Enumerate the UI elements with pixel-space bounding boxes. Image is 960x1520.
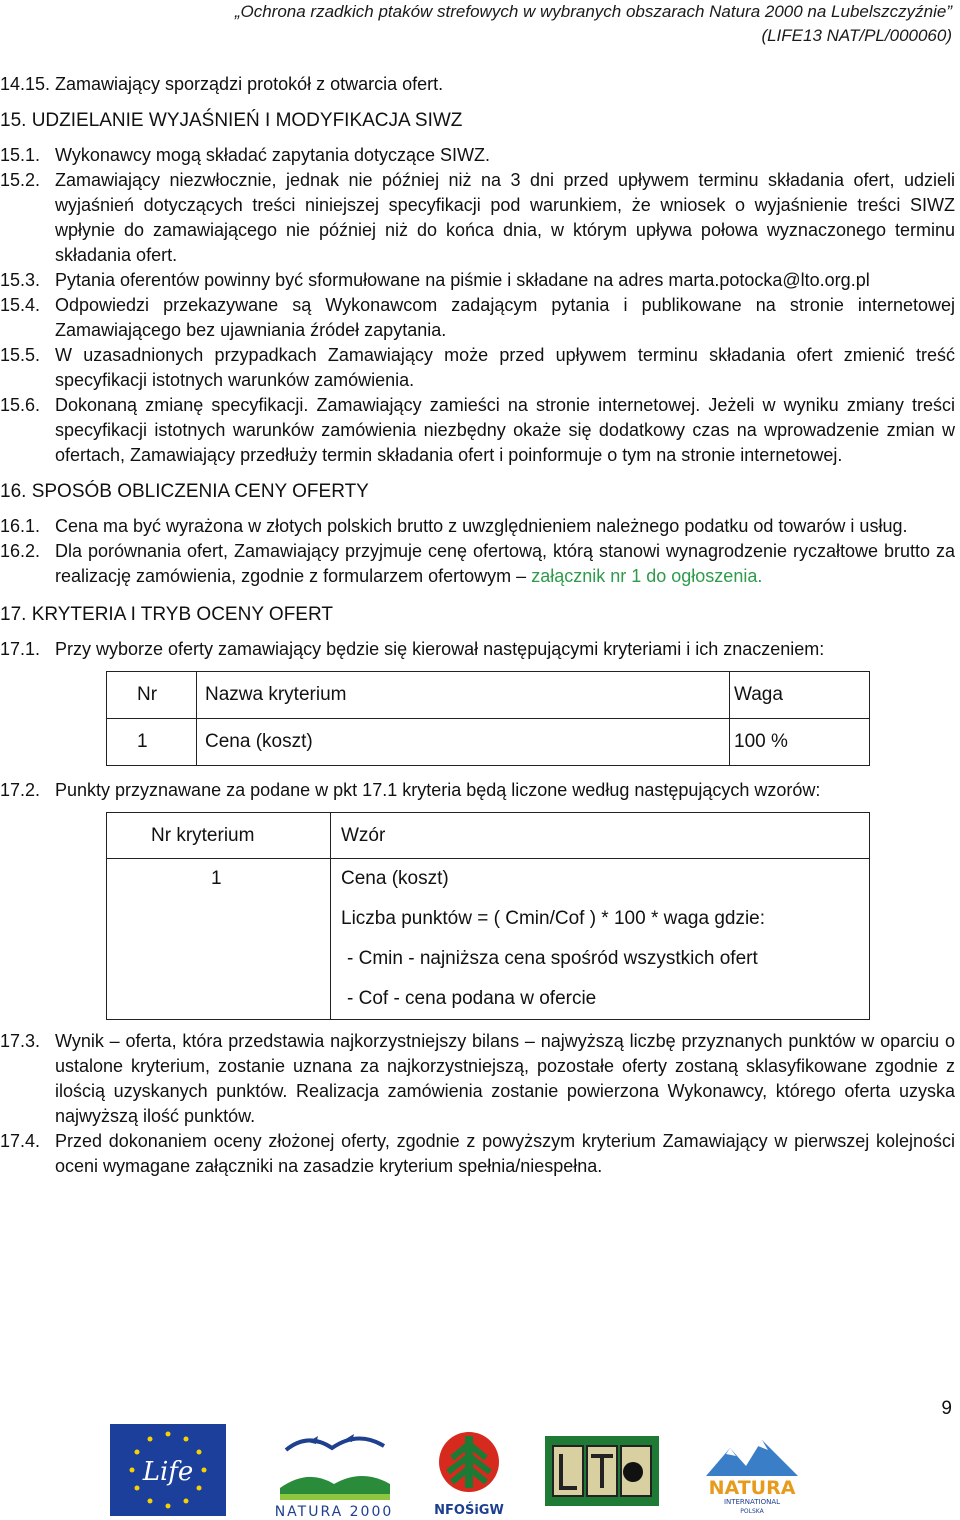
- table-header-row: [107, 672, 870, 719]
- paragraph-text: Wykonawcy mogą składać zapytania dotyczące SIWZ.: [55, 145, 491, 165]
- paragraph-number: 17.1.: [0, 639, 41, 659]
- paragraph-number: 15.4.: [0, 295, 41, 315]
- paragraph-number: 17.4.: [0, 1131, 41, 1151]
- section-17-heading: 17. KRYTERIA I TRYB OCENY OFERT: [0, 604, 333, 625]
- svg-text:POLSKA: POLSKA: [740, 1508, 764, 1515]
- paragraph-text: Przy wyborze oferty zamawiający będzie się kierował następującymi kryteriami i ich znaczeniem:: [55, 639, 825, 659]
- paragraph-16-1: [0, 514, 955, 539]
- section-15-heading: 15. UDZIELANIE WYJAŚNIEŃ I MODYFIKACJA SIWZ: [0, 110, 463, 131]
- footer-logos: [0, 1422, 960, 1520]
- table-header-formula: Wzór: [331, 813, 870, 859]
- paragraph-number: 15.5.: [0, 345, 41, 365]
- paragraph-15-1: [0, 143, 955, 168]
- running-header: [235, 0, 952, 48]
- paragraph-number: 15.1.: [0, 145, 41, 165]
- table-header-weight: Waga: [730, 672, 870, 719]
- svg-text:INTERNATIONAL: INTERNATIONAL: [723, 1498, 781, 1506]
- formula-definition-cof: - Cof - cena podana w ofercie: [347, 988, 597, 1009]
- svg-text:NFOŚiGW: NFOŚiGW: [434, 1503, 504, 1518]
- paragraph-text: [55, 539, 955, 589]
- natura-2000-logo: [268, 1422, 400, 1518]
- table-header-nr: Nr: [107, 672, 197, 719]
- paragraph-text: Pytania oferentów powinny być sformułowane na piśmie i składane na adres marta.potocka@lto.org.pl: [55, 270, 870, 290]
- paragraph-15-5: [0, 343, 955, 393]
- paragraph-text: Zamawiający sporządzi protokół z otwarcia ofert.: [55, 74, 444, 94]
- header-project-title: „Ochrona rzadkich ptaków strefowych w wybranych obszarach Natura 2000 na Lubelszczyźnie”: [234, 2, 952, 21]
- lto-logo: [545, 1436, 659, 1506]
- formula-table: [106, 812, 870, 1020]
- paragraph-15-3: [0, 268, 955, 293]
- table-cell-nr: 1: [211, 868, 222, 889]
- paragraph-16-2: [0, 539, 955, 589]
- paragraph-15-2: [0, 168, 955, 268]
- paragraph-text: Cena ma być wyrażona w złotych polskich brutto z uwzględnieniem należnego podatku od towarów i usług.: [55, 516, 908, 536]
- table-cell-nr: 1: [107, 719, 197, 766]
- section-16-heading: 16. SPOSÓB OBLICZENIA CENY OFERTY: [0, 481, 369, 502]
- paragraph-17-4: [0, 1129, 955, 1179]
- paragraph-body: Dla porównania ofert, Zamawiający przyjmuje cenę ofertową, którą stanowi wynagrodzenie ryczałtowe brutto za realizację zamówienia, zgodnie z formularzem ofertowym –: [55, 541, 955, 586]
- table-header-row: [107, 813, 870, 859]
- paragraph-text: Punkty przyznawane za podane w pkt 17.1 kryteria będą liczone według następujących wzorów:: [55, 780, 821, 800]
- page-number: 9: [941, 1398, 952, 1419]
- paragraph-text: Zamawiający niezwłocznie, jednak nie później niż na 3 dni przed upływem terminu składania ofert, udzieli wyjaśnień dotyczących treści niniejszej specyfikacji pod warunkiem, że wniosek o wyjaśnienie treści SIWZ wpłynie do zamawiającego nie później niż do końca dnia, w którym upływa połowa wyznaczonego terminu składania ofert.: [55, 170, 955, 265]
- table-header-name: Nazwa kryterium: [197, 672, 730, 719]
- paragraph-number: 14.15.: [0, 74, 51, 94]
- svg-text:NATURA: NATURA: [708, 1477, 796, 1499]
- formula-definition-cmin: - Cmin - najniższa cena spośród wszystkich ofert: [347, 948, 758, 969]
- paragraph-number: 16.2.: [0, 541, 41, 561]
- paragraph-17-1: [0, 637, 955, 662]
- paragraph-text: Przed dokonaniem oceny złożonej oferty, zgodnie z powyższym kryterium Zamawiający w pierwszej kolejności oceni wymagane załączniki na zasadzie kryterium spełnia/niespełna.: [55, 1131, 955, 1176]
- paragraph-17-3: [0, 1029, 955, 1129]
- header-project-code: (LIFE13 NAT/PL/000060): [761, 26, 952, 45]
- criterion-name: Cena (koszt): [341, 868, 449, 889]
- svg-text:Life: Life: [142, 1457, 194, 1487]
- paragraph-15-4: [0, 293, 955, 343]
- formula-text: Liczba punktów = ( Cmin/Cof ) * 100 * waga gdzie:: [341, 908, 766, 929]
- natura-international-logo: [700, 1426, 804, 1516]
- table-header-nr: Nr kryterium: [107, 813, 331, 859]
- criteria-table: [106, 671, 870, 766]
- paragraph-number: 17.3.: [0, 1031, 41, 1051]
- life-logo: [110, 1424, 226, 1516]
- paragraph-number: 15.6.: [0, 395, 41, 415]
- table-cell-name: Cena (koszt): [197, 719, 730, 766]
- document-body: [0, 72, 955, 1179]
- table-cell-weight: 100 %: [730, 719, 870, 766]
- paragraph-text: W uzasadnionych przypadkach Zamawiający może przed upływem terminu składania ofert zmienić treść specyfikacji istotnych warunków zamówienia.: [55, 345, 955, 390]
- attachment-link[interactable]: załącznik nr 1 do ogłoszenia.: [531, 566, 763, 586]
- paragraph-number: 17.2.: [0, 780, 41, 800]
- table-row: [107, 859, 870, 1020]
- paragraph-number: 16.1.: [0, 516, 41, 536]
- svg-text:NATURA 2000: NATURA 2000: [274, 1504, 394, 1518]
- nfosigw-logo: [432, 1422, 506, 1518]
- paragraph-text: Odpowiedzi przekazywane są Wykonawcom zadającym pytania i publikowane na stronie internetowej Zamawiającego bez ujawniania źródeł zapytania.: [55, 295, 955, 340]
- paragraph-15-6: [0, 393, 955, 468]
- paragraph-number: 15.2.: [0, 170, 41, 190]
- paragraph-14-15: [0, 72, 955, 97]
- paragraph-text: Wynik – oferta, która przedstawia najkorzystniejszy bilans – najwyższą liczbę przyznanych punktów w oparciu o ustalone kryterium, zostanie uznana za najkorzystniejszą, pozostałe oferty zostaną sklasyfikowane zgodnie z ilością uzyskanych punktów. Realizacja zamówienia zostanie powierzona Wykonawcy, którego oferta uzyska najwyższą ilość punktów.: [55, 1031, 955, 1126]
- table-row: [107, 719, 870, 766]
- paragraph-text: Dokonaną zmianę specyfikacji. Zamawiający zamieści na stronie internetowej. Jeżeli w wyniku zmiany treści specyfikacji istotnych warunków zamówienia niezbędny okaże się dodatkowy czas na wprowadzenie zmian w ofertach, Zamawiający przedłuży termin składania ofert i poinformuje o tym na stronie internetowej.: [55, 395, 955, 465]
- table-cell-formula: [331, 859, 870, 1020]
- paragraph-17-2: [0, 778, 955, 803]
- paragraph-number: 15.3.: [0, 270, 41, 290]
